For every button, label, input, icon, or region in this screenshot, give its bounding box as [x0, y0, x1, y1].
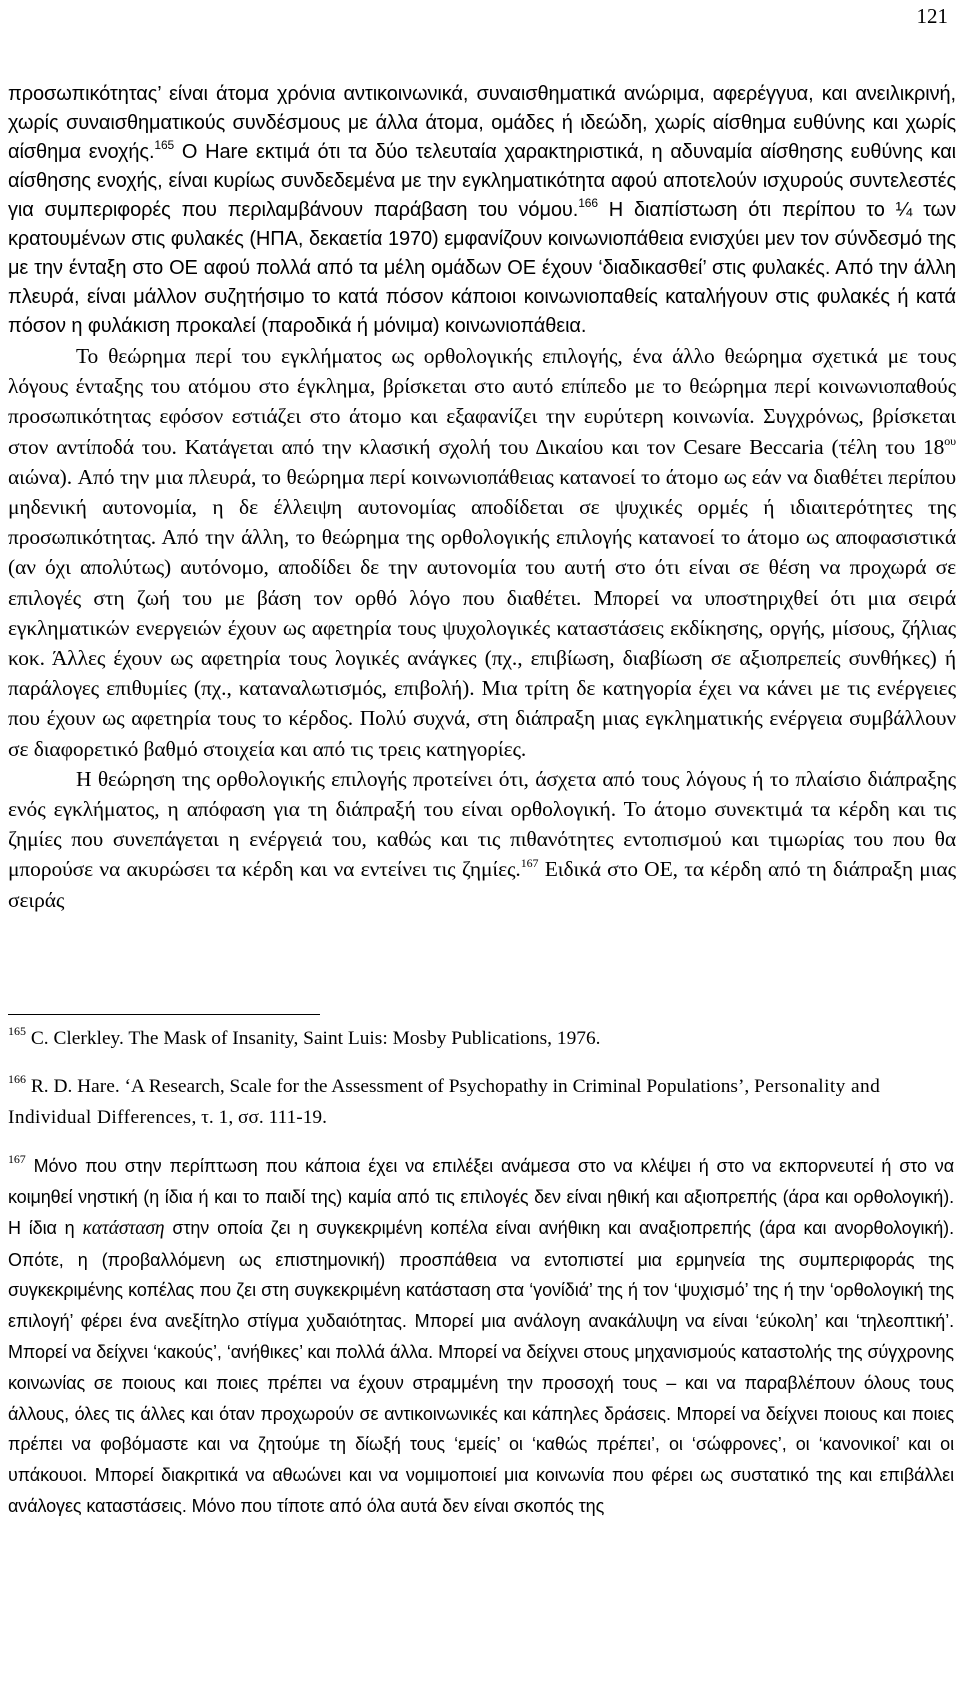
paragraph-1 — [8, 80, 956, 915]
paragraph-1-text-a: προσωπικότητας’ είναι άτομα χρόνια αντικοινωνικά, συναισθηματικά ανώριμα, αφερέγγυα, και ανειλικρινή, χωρίς συναισθηματικούς συνδέσμους με άλλα άτομα, ομάδες ή ιδεώδη, χωρίς αίσθημα ευθύνης και χωρίς αίσθημα ενοχής. — [8, 83, 956, 163]
footnote-ref-166[interactable]: 166 — [578, 196, 598, 210]
footnote-ref-165[interactable]: 165 — [154, 138, 175, 152]
serif-section — [8, 341, 956, 915]
footnote-ref-167[interactable]: 167 — [520, 856, 539, 871]
footnote-text: Μόνο που στην περίπτωση που κάποια έχει να επιλέξει ανάμεσα στο να κλέψει ή στο να εκπορνευτεί ή στο να κοιμηθεί νηστική (η ίδια ή και το παιδί της) καμία από τις επιλογές δεν είναι ηθική και αξιοπρεπής (άρα και ορθολογική). Η ίδια η — [8, 1156, 954, 1238]
footnote-emphasis: κατάσταση — [82, 1217, 165, 1239]
footnotes — [8, 1024, 954, 1522]
footnote-number: 165 — [8, 1024, 26, 1038]
paragraph-2 — [8, 341, 956, 764]
paragraph-3-text-b: Ειδικά στο ΟΕ, τα κέρδη από τη διάπραξη μιας σειράς — [8, 857, 956, 912]
footnote-journal-title: Personality and Individual Differences — [8, 1076, 881, 1128]
footnote-number: 167 — [8, 1152, 26, 1167]
footnote-167 — [8, 1151, 954, 1522]
footnote-text: C. Clerkley. The Mask of Insanity, Saint Luis: Mosby Publications, 1976. — [26, 1028, 601, 1049]
footnote-165 — [8, 1024, 954, 1054]
paragraph-2-text-b: αιώνα). Από την μια πλευρά, το θεώρημα περί κοινωνιοπάθειας κατανοεί το άτομο ως εάν να διαθέτει περίπου μηδενική αυτονομία, η δε έλλειψη αυτονομίας αποδίδεται σε ψυχικές ορμές ή ιδιαιτερότητες της προσωπικότητας. Από την άλλη, το θεώρημα της ορθολογικής επιλογής κατανοεί το άτομο ως αποφασιστικά (αν όχι απολύτως) αυτόνομο, αποδίδει δε την αυτονομία του αυτή στο ότι είναι σε θέση να προχωρά σε επιλογές στη ζωή του με βάση τον ορθό λόγο που διαθέτει. Μπορεί να υποστηριχθεί ότι μια σειρά εγκληματικών ενεργειών έχουν ως αφετηρία τους ψυχολογικές καταστάσεις εκδίκησης, οργής, μίσους, ζήλιας κοκ. Άλλες έχουν ως αφετηρία τους λογικές ανάγκες (πχ., επιβίωση, διαβίωση σε αξιοπρεπείς συνθήκες) ή παράλογες επιθυμίες (πχ., καταναλωτισμός, επιβολή). Μια τρίτη δε κατηγορία έχει να κάνει με τις ενέργειες που έχουν ως αφετηρία τους το κέρδος. Πολύ συχνά, στη διάπραξη μιας εγκληματικής ενέργεια συμβάλλουν σε διαφορετικό βαθμό στοιχεία και από τις τρεις κατηγορίες. — [8, 464, 956, 761]
footnote-text-end: στην οποία ζει η συγκεκριμένη κοπέλα είναι ανήθικη και αναξιοπρεπής (άρα και ανορθολογική). Οπότε, η (προβαλλόμενη ως επιστημονική) προσπάθεια να εντοπιστεί μια ερμηνεία της συμπεριφοράς της συγκεκριμένης κοπέλας που ζει στη συγκεκριμένη κατάσταση στα ‘γονίδιά’ της ή τον ‘ψυχισμό’ της ή την ‘ορθολογική της επιλογή’ φέρει ένα ανεξίτηλο στίγμα χυδαιότητας. Μπορεί μια ανάλογη ανακάλυψη να είναι ‘εύκολη’ και ‘τηλεοπτική’. Μπορεί να δείχνει ‘κακούς’, ‘ανήθικες’ και πολλά άλλα. Μπορεί να δείχνει στους μηχανισμούς καταστολής της σύγχρονης κοινωνίας σε ποιους και ποιες πρέπει να έχουν στραμμένη την προσοχή τους – και να παραβλέπουν όλους τους άλλους, όλες τις άλλες και όταν προχωρούν σε αντικοινωνικές και κάπηλες δράσεις. Μπορεί να δείχνει ποιους και ποιες πρέπει να φοβόμαστε και να ζητούμε τη δίωξή τους ‘εμείς’ οι ‘καθώς πρέπει’, οι ‘σώφρονες’, οι ‘κανονικοί’ και οι υπάκουοι. Μπορεί διακριτικά να αθωώνει και να νομιμοποιεί μια κοινωνία που φέρει ως συστατικό της και επιβάλλει ανάλογες καταστάσεις. Μόνο που τίποτε από όλα αυτά δεν είναι σκοπός της — [8, 1217, 954, 1516]
footnote-separator — [8, 1014, 320, 1015]
footnote-text: R. D. Hare. ‘A Research, Scale for the Assessment of Psychopathy in Criminal Populations’, — [26, 1076, 755, 1098]
footnote-number: 166 — [8, 1072, 26, 1087]
footnote-text-end: , τ. 1, σσ. 111-19. — [191, 1106, 327, 1128]
paragraph-1-text-c: Η διαπίστωση ότι περίπου το ¼ των κρατουμένων στις φυλακές (ΗΠΑ, δεκαετία 1970) εμφανίζουν κοινωνιοπάθεια ενισχύει μεν τον σύνδεσμό της με την ένταξη στο ΟΕ αφού πολλά από τα μέλη ομάδων ΟΕ έχουν ‘διαδικασθεί’ στις φυλακές. Από την άλλη πλευρά, είναι μάλλον συζητήσιμο το κατά πόσον κάποιοι κοινωνιοπαθείς καταλήγουν στις φυλακές ή κατά πόσον η φυλάκιση προκαλεί (παροδικά ή μόνιμα) κοινωνιοπάθεια. — [8, 199, 957, 337]
footnote-166 — [8, 1072, 954, 1133]
ordinal-suffix: ου — [944, 433, 956, 448]
paragraph-1-text-b: Ο Hare εκτιμά ότι τα δύο τελευταία χαρακτηριστικά, η αδυναμία αίσθησης ευθύνης και αίσθησης ενοχής, είναι κυρίως συνδεδεμένα με την εγκληματικότητα αφού αποτελούν ισχυρούς συντελεστές για συμπεριφορές που περιλαμβάνουν παράβαση του νόμου. — [8, 141, 956, 221]
page-number: 121 — [916, 4, 948, 28]
paragraph-2-text-a: Το θεώρημα περί του εγκλήματος ως ορθολογικής επιλογής, ένα άλλο θεώρημα σχετικά με τους λόγους ένταξης του ατόμου στο έγκλημα, βρίσκεται στο αυτό επίπεδο με το θεώρημα περί κοινωνιοπαθούς προσωπικότητας εφόσον εστιάζει στο άτομο και εξαφανίζει την ευρύτερη κοινωνία. Συγχρόνως, βρίσκεται στον αντίποδά του. Κατάγεται από την κλασική σχολή του Δικαίου και τον Cesare Beccaria (τέλη του 18 — [8, 344, 956, 459]
paragraph-3-text-a: Η θεώρηση της ορθολογικής επιλογής προτείνει ότι, άσχετα από τους λόγους ή το πλαίσιο διάπραξης ενός εγκλήματος, η απόφαση για τη διάπραξή του είναι ορθολογική. Το άτομο συνεκτιμά τα κέρδη και τις ζημίες που συνεπάγεται η ενέργειά του, καθώς και τις πιθανότητες εντοπισμού και τιμωρίας του που θα μπορούσε να ακυρώσει τα κέρδη και να εντείνει τις ζημίες. — [8, 766, 956, 882]
paragraph-3 — [8, 764, 956, 915]
